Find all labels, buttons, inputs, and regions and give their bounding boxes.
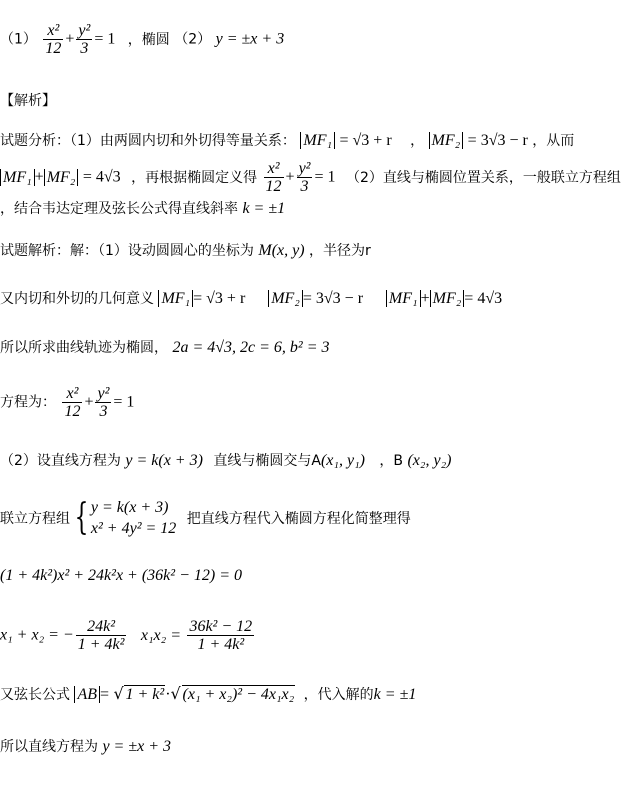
solution-line-7	[0, 567, 242, 585]
equation-label: 方程为：	[0, 394, 56, 411]
answer-line-equation: y = ±x + 3	[215, 30, 285, 48]
chord-formula-label: 又弦长公式	[0, 687, 70, 703]
vieta-product-label: x₁x₂ =	[140, 626, 181, 644]
denominator: 1 + 4k²	[197, 636, 245, 653]
analysis-heading: 【解析】	[0, 93, 56, 109]
analysis-line-1: 试题分析：（1）由两圆内切和外切得等量关系： MF₁ = √3 + r ， MF₂ = 3√3 − r ，从而	[0, 132, 575, 149]
fraction-x-12	[43, 22, 63, 57]
solution-line-5	[0, 450, 451, 470]
fraction-y-3-b	[297, 160, 313, 195]
solution-line-4: 方程为： $\frac{\text{x²}}{12}$ + $\frac{\text{y²}}{3}$ = 1	[0, 385, 135, 420]
point-b: (x₂, y₂)	[407, 452, 452, 469]
system-eq-2: x² + 4y² = 12	[90, 520, 177, 537]
mf2-abs: MF₂	[430, 290, 465, 307]
denominator: 12	[45, 40, 62, 57]
ellipse-params: 2a = 4√3, 2c = 6, b² = 3	[172, 339, 330, 356]
denominator: 12	[265, 178, 282, 195]
center-point: M(x, y)	[258, 242, 305, 259]
numerator: x²	[43, 22, 63, 40]
analysis-rest: （2）直线与椭圆位置关系，一般联立方程组	[345, 169, 621, 186]
point-a: (x₁, y₁)	[320, 452, 365, 469]
equals-one: = 1	[113, 393, 135, 411]
system-eq-1: y = k(x + 3)	[90, 499, 169, 516]
line-equation: y = k(x + 3)	[125, 452, 203, 469]
equals-one: = 1	[314, 168, 336, 186]
fraction-x-12-b	[264, 160, 284, 195]
solution-line-10	[0, 736, 171, 756]
denominator: 3	[300, 178, 309, 195]
numerator: 36k² − 12	[189, 618, 253, 635]
denominator: 12	[64, 403, 81, 420]
analysis-intro: 试题分析：（1）由两圆内切和外切得等量关系：	[0, 133, 296, 149]
solution-intro: 试题解析：解：（1）设动圆圆心的坐标为	[0, 243, 254, 259]
answer-label-2: （2）	[174, 31, 212, 48]
solution-line-1	[0, 240, 371, 260]
mf2-value: = 3√3 − r	[467, 132, 528, 149]
answer-label-1: （1）	[0, 31, 37, 48]
sqrt-radicand-1: 1 + k²	[125, 686, 165, 703]
vieta-sum-fraction	[76, 618, 127, 653]
mf1-value: = √3 + r	[193, 290, 246, 307]
solution-line-2: 又内切和外切的几何意义 MF₁ = √3 + r MF₂ = 3√3 − r MF₁ + MF₂ = 4√3	[0, 290, 503, 307]
numerator: y²	[97, 385, 110, 402]
analysis-conj: ，再根据椭圆定义得	[131, 169, 258, 186]
mf2-abs-sum: MF₂	[44, 169, 79, 186]
mf2-abs: MF₂	[268, 290, 303, 307]
sum-value: = 4√3	[82, 168, 121, 186]
sqrt-icon: √	[170, 684, 181, 703]
ellipse-conclusion: 所以所求曲线轨迹为椭圆，	[0, 340, 168, 356]
sqrt-icon: √	[113, 684, 124, 703]
vieta-product-fraction	[187, 618, 254, 653]
sqrt-1	[113, 686, 165, 704]
equals-one: = 1	[94, 30, 116, 48]
radius-text: ，半径为r	[309, 243, 371, 259]
denominator: 1 + 4k²	[77, 636, 125, 653]
mf1-abs-sum: MF₁	[0, 169, 35, 186]
sum-value: = 4√3	[464, 290, 503, 307]
k-result: k = ±1	[373, 686, 417, 703]
numerator: y²	[298, 160, 311, 177]
mf1-value: = √3 + r	[339, 132, 392, 149]
analysis-k: k = ±1	[242, 200, 286, 217]
vieta-sum-label: x₁ + x₂ = −	[0, 626, 74, 644]
mf1-abs: MF₁	[158, 290, 193, 307]
analysis-line-2: MF₁ + MF₂ = 4√3 ，再根据椭圆定义得 $\frac{\text{x²}}{12}$ + $\frac{\text{y²}}{3}$ = 1 （2）直线与椭圆位置关系，一般联立方程组	[0, 160, 621, 195]
equation-system	[91, 497, 176, 539]
mf1-abs: MF₁	[300, 132, 335, 149]
numerator: x²	[62, 385, 82, 403]
answer-ellipse-word: ，椭圆	[127, 31, 170, 48]
sqrt-2	[171, 686, 296, 704]
geometry-meaning: 又内切和外切的几何意义	[0, 291, 154, 307]
final-label: 所以直线方程为	[0, 739, 98, 755]
numerator: 24k²	[76, 618, 127, 636]
final-equation: y = ±x + 3	[102, 738, 172, 755]
answer-line: （1） $\frac{\text{x²}}{12}$ + $\frac{\text{y²}}{3}$ = 1 ，椭圆 （2） y = ±x + 3	[0, 22, 285, 57]
solution-line-8	[0, 618, 256, 653]
solution-line-6	[0, 497, 411, 539]
mf1-abs: MF₁	[386, 290, 421, 307]
sqrt-radicand-2: (x₁ + x₂)² − 4x₁x₂	[182, 686, 295, 703]
line-eq-intro: （2）设直线方程为	[0, 453, 121, 469]
fraction-y-3-c	[95, 385, 111, 420]
denominator: 3	[80, 40, 89, 57]
numerator: y²	[78, 22, 91, 39]
substitute-text: 把直线方程代入椭圆方程化简整理得	[186, 511, 411, 527]
denominator: 3	[99, 403, 108, 420]
point-b-label: ，B	[379, 453, 404, 469]
intersect-text: 直线与椭圆交与A	[213, 453, 321, 469]
solution-line-9: 又弦长公式 AB = √ 1 + k²· √ (x₁ + x₂)² − 4x₁x₂ ，代入解的k = ±1	[0, 684, 417, 703]
analysis-line-3	[0, 198, 285, 218]
quadratic-equation: (1 + 4k²)x² + 24k²x + (36k² − 12) = 0	[0, 567, 242, 584]
fraction-x-12-c	[62, 385, 82, 420]
numerator: x²	[264, 160, 284, 178]
solution-line-3	[0, 337, 330, 357]
ab-abs: AB	[74, 686, 100, 703]
brace-icon: {	[74, 497, 89, 538]
fraction-y-3	[76, 22, 92, 57]
substitute-result: ，代入解的	[303, 687, 374, 703]
mf2-value: = 3√3 − r	[302, 290, 364, 307]
analysis-therefore: ，从而	[532, 133, 575, 149]
mf2-abs: MF₂	[429, 132, 464, 149]
analysis-last: ，结合韦达定理及弦长公式得直线斜率	[0, 201, 238, 217]
system-label: 联立方程组	[0, 511, 70, 527]
